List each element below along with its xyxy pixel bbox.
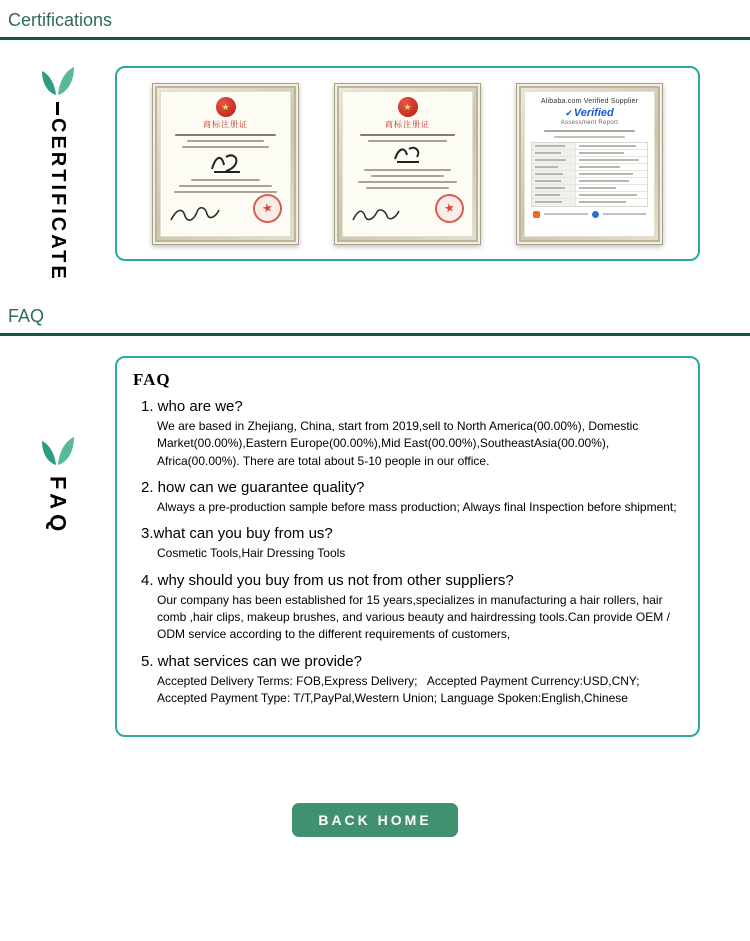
- certifications-heading: Certifications: [8, 10, 113, 30]
- text-line-placeholder: [182, 146, 270, 148]
- faq-section: [0, 306, 750, 737]
- faq-question: 1. who are we?: [141, 397, 243, 415]
- signature-scribble: [351, 206, 401, 226]
- text-line-placeholder: [603, 213, 647, 215]
- faq-body: [0, 356, 750, 737]
- inspector-logo-icon: [533, 211, 540, 218]
- faq-box-title: FAQ: [133, 369, 171, 389]
- report-subtitle: Assessment Report: [560, 119, 619, 126]
- certificate-paper: [160, 91, 291, 237]
- text-line-placeholder: [371, 175, 443, 177]
- table-row: [532, 171, 647, 178]
- faq-panel: [115, 356, 700, 737]
- text-line-placeholder: [191, 179, 261, 181]
- faq-item: [133, 525, 682, 562]
- footer-actions: [0, 803, 750, 837]
- text-line-placeholder: [358, 181, 456, 183]
- text-line-placeholder: [366, 187, 449, 189]
- faq-item: [133, 398, 682, 470]
- table-row: [532, 178, 647, 185]
- check-icon: ✔: [565, 107, 573, 118]
- certificates-panel: [115, 66, 700, 261]
- table-row: [532, 143, 647, 150]
- text-line-placeholder: [174, 191, 277, 193]
- report-header: Alibaba.com Verified Supplier: [540, 97, 639, 105]
- faq-answer: Our company has been established for 15 years,specializes in manufacturing a hair rollers, hair comb ,hair clips, makeup brushes, and various beauty and hairdressing tools.Can provide OEM / ODM service according to the different requirements of customers,: [157, 592, 674, 642]
- report-footer-logos: [533, 211, 646, 218]
- assessment-table: [531, 142, 648, 207]
- faq-item: [133, 479, 682, 516]
- certificate-title: 商标注册证: [203, 119, 248, 129]
- faq-answer: Always a pre-production sample before mass production; Always final Inspection before shipment;: [157, 499, 677, 514]
- table-row: [532, 199, 647, 206]
- text-line-placeholder: [544, 130, 634, 132]
- text-line-placeholder: [175, 134, 276, 136]
- table-row: [532, 157, 647, 164]
- red-seal-icon: ★: [250, 191, 284, 225]
- table-row: [532, 192, 647, 199]
- certifications-body: [0, 66, 750, 282]
- faq-answer: Accepted Delivery Terms: FOB,Express Delivery; Accepted Payment Currency:USD,CNY; Accepted Payment Type: T/T,PayPal,Western Union; Language Spoken:English,Chinese: [157, 673, 643, 706]
- text-line-placeholder: [187, 140, 264, 142]
- certificate-image-trademark-1[interactable]: [152, 83, 299, 245]
- label-accent-bar: [56, 102, 59, 115]
- faq-side-rail: [0, 356, 115, 737]
- text-line-placeholder: [364, 169, 452, 171]
- leaf-icon: [41, 436, 75, 466]
- certificate-paper: [524, 91, 655, 237]
- faq-answer: Cosmetic Tools,Hair Dressing Tools: [157, 546, 346, 561]
- verified-logo: ✔Verified: [565, 106, 614, 119]
- certifications-divider: [0, 37, 750, 40]
- leaf-icon: [41, 66, 75, 96]
- faq-divider: [0, 333, 750, 336]
- faq-question: 3.what can you buy from us?: [141, 525, 333, 543]
- faq-vertical-label: FAQ: [45, 475, 71, 536]
- faq-answer: We are based in Zhejiang, China, start from 2019,sell to North America(00.00%), Domestic Market(00.00%),Eastern Europe(00.00%),Mid East(00.00%),SoutheastAsia(00.00%), Africa(00.00%). There are total about 5-10 people in our office.: [157, 418, 642, 468]
- signature-scribble: [169, 204, 221, 226]
- national-emblem-icon: ★: [398, 97, 418, 117]
- faq-question: 4. why should you buy from us not from other suppliers?: [141, 571, 514, 589]
- certificate-vertical-label: CERTIFICATE: [47, 118, 69, 282]
- faq-item: [133, 653, 682, 708]
- table-row: [532, 164, 647, 171]
- faq-item: [133, 572, 682, 644]
- faq-heading: FAQ: [8, 305, 45, 326]
- text-line-placeholder: [544, 213, 588, 215]
- certificate-image-trademark-2[interactable]: [334, 83, 481, 245]
- text-line-placeholder: [554, 136, 625, 138]
- trademark-sample-mark: [391, 145, 425, 165]
- trademark-sample-mark: [206, 151, 246, 175]
- certifications-section: [0, 10, 750, 282]
- inspector-logo-icon: [592, 211, 599, 218]
- faq-question: 5. what services can we provide?: [141, 652, 362, 670]
- certificate-title: 商标注册证: [385, 119, 430, 129]
- text-line-placeholder: [368, 140, 448, 142]
- faq-question: 2. how can we guarantee quality?: [141, 478, 365, 496]
- text-line-placeholder: [179, 185, 272, 187]
- red-seal-icon: ★: [432, 191, 466, 225]
- certificate-image-assessment-report[interactable]: [516, 83, 663, 245]
- table-row: [532, 185, 647, 192]
- national-emblem-icon: ★: [216, 97, 236, 117]
- text-line-placeholder: [360, 134, 455, 136]
- table-row: [532, 150, 647, 157]
- back-home-button[interactable]: BACK HOME: [292, 803, 457, 837]
- certificate-paper: [342, 91, 473, 237]
- certificate-side-rail: [0, 66, 115, 282]
